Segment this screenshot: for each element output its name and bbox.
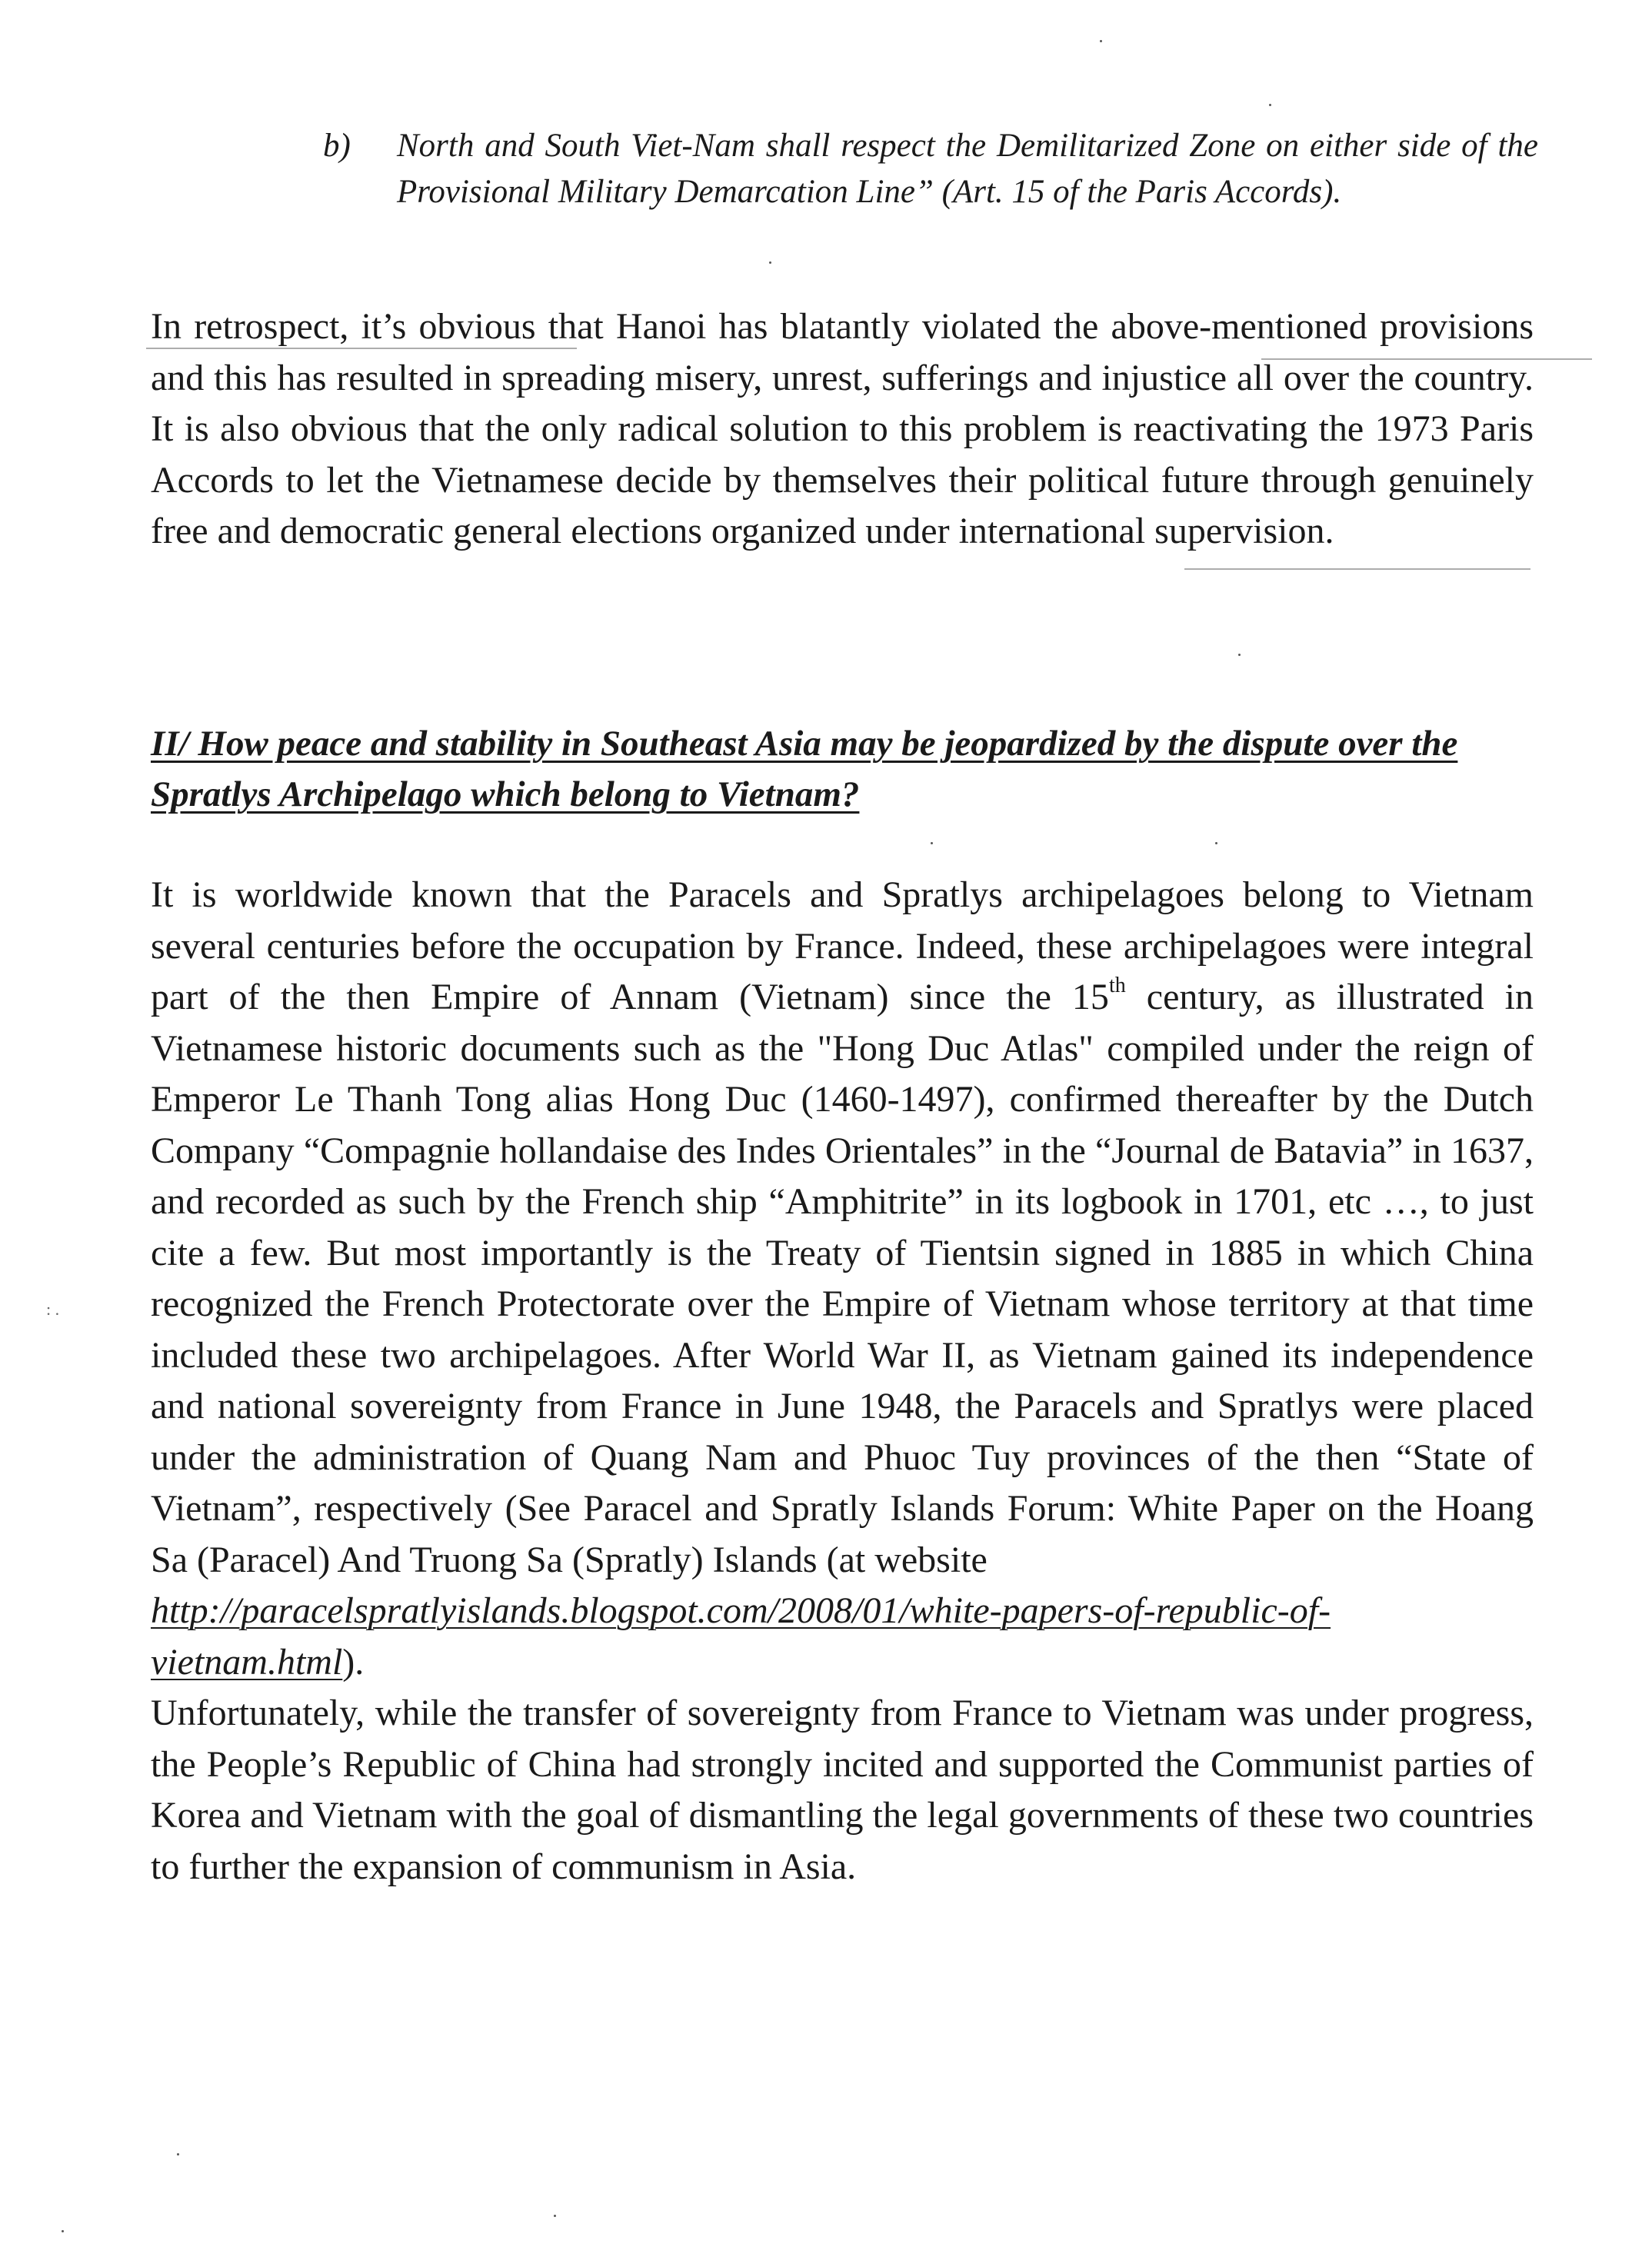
scan-speck bbox=[62, 2230, 64, 2232]
margin-mark: : . bbox=[46, 1300, 60, 1319]
paragraph-retrospect: In retrospect, it’s obvious that Hanoi has blatantly violated the above-mentioned provisions and this has resulted in spreading misery, unrest, sufferings and injustice all over the country. It is also obvious that the only radical solution to this problem is reactivating the 1973 Paris Accords to let the Vietnamese decide by themselves their political future through genuinely free and democratic general elections organized under international supervision. bbox=[151, 306, 1534, 551]
scan-speck bbox=[1100, 40, 1102, 42]
scan-speck bbox=[1269, 104, 1271, 106]
scan-speck bbox=[769, 261, 771, 264]
link-closing-punctuation: ). bbox=[342, 1641, 365, 1683]
white-paper-link[interactable]: http://paracelspratlyislands.blogspot.com/2008/01/white-papers-of-republic-of-vietnam.html bbox=[151, 1590, 1331, 1683]
paragraph-history-text-b: century, as illustrated in Vietnamese historic documents such as the "Hong Duc Atlas" compiled under the reign of Emperor Le Thanh Tong alias Hong Duc (1460-1497), confirmed thereafter by the Dutch Company “Compagnie hollandaise des Indes Orientales” in the “Journal de Batavia” in 1637, and recorded as such by the French ship “Amphitrite” in its logbook in 1701, etc …, to just cite a few. But most importantly is the Treaty of Tientsin signed in 1885 in which China recognized the French Protectorate over the Empire of Vietnam whose territory at that time included these two archipelagoes. After World War II, as Vietnam gained its independence and national sovereignty from France in June 1948, the Paracels and Spratlys were placed under the administration of Quang Nam and Phuoc Tuy provinces of the then “State of Vietnam”, respectively (See Paracel and Spratly Islands Forum: White Paper on the Hoang Sa (Paracel) And Truong Sa (Spratly) Islands (at website bbox=[151, 977, 1534, 1580]
paragraph-unfortunately: Unfortunately, while the transfer of sovereignty from France to Vietnam was under progress, the People’s Republic of China had strongly incited and supported the Communist parties of Korea and Vietnam with the goal of dismantling the legal governments of these two countries to further the expansion of communism in Asia. bbox=[151, 1693, 1534, 1887]
ordinal-superscript: th bbox=[1108, 974, 1126, 997]
list-marker: b) bbox=[323, 128, 351, 164]
scan-speck bbox=[931, 842, 933, 844]
paragraph-history-text-a: It is worldwide known that the Paracels and Spratlys archipelagoes belong to Vietnam several centuries before the occupation by France. Indeed, these archipelagoes were integral part of the then Empire of Annam (Vietnam) since the 15 bbox=[151, 874, 1534, 1017]
scan-speck bbox=[554, 2215, 556, 2217]
quote-text: North and South Viet-Nam shall respect the Demilitarized Zone on either side of the Provisional Military Demarcation Line” (Art. 15 of the Paris Accords). bbox=[397, 128, 1538, 210]
scan-speck bbox=[1215, 842, 1217, 844]
paragraph-history bbox=[151, 870, 1534, 1892]
scan-speck bbox=[177, 2153, 179, 2155]
section-heading: II/ How peace and stability in Southeast Asia may be jeopardized by the dispute over the Spratlys Archipelago which belong to Vietnam? bbox=[151, 724, 1458, 814]
scan-speck bbox=[1238, 654, 1241, 656]
quoted-article-item bbox=[323, 123, 1538, 215]
scan-line bbox=[1184, 568, 1530, 570]
